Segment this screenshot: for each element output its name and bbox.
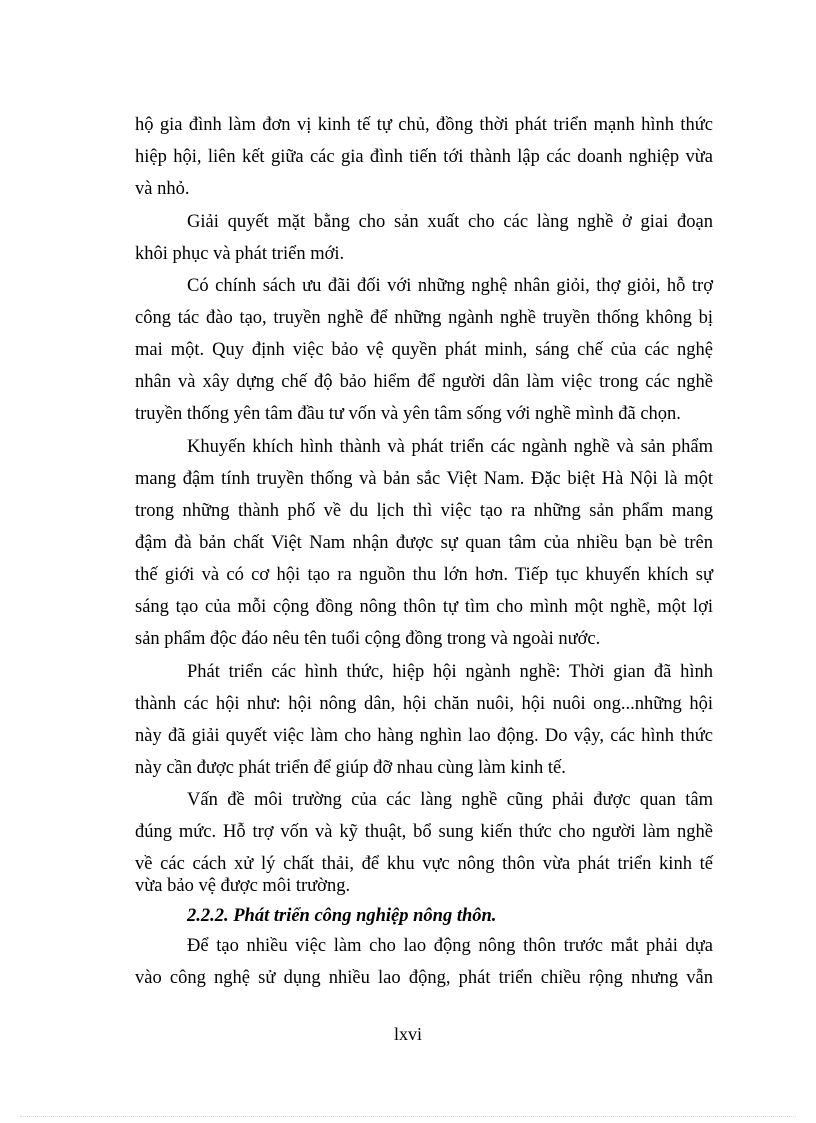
text-line: thế giới và có cơ hội tạo ra nguồn thu lớn hơn. Tiếp tục khuyến khích sự [135, 565, 713, 585]
text-line: mang đậm tính truyền thống và bản sắc Việt Nam. Đặc biệt Hà Nội là một [135, 469, 713, 489]
text-line: đúng mức. Hỗ trợ vốn và kỹ thuật, bổ sung kiến thức cho người làm nghề [135, 822, 713, 842]
text-line: Phát triển các hình thức, hiệp hội ngành nghề: Thời gian đã hình [187, 662, 713, 682]
text-line: Có chính sách ưu đãi đối với những nghệ nhân giỏi, thợ giỏi, hỗ trợ [187, 276, 713, 296]
text-line: trong những thành phố về du lịch thì việc tạo ra những sản phẩm mang [135, 501, 713, 521]
text-line: truyền thống yên tâm đầu tư vốn và yên tâm sống với nghề mình đã chọn. [135, 404, 681, 424]
text-line: này đã giải quyết việc làm cho hàng nghìn lao động. Do vậy, các hình thức [135, 726, 713, 746]
text-line: sản phẩm độc đáo nêu tên tuổi cộng đồng trong và ngoài nước. [135, 629, 601, 649]
text-line: thành các hội như: hội nông dân, hội chăn nuôi, hội nuôi ong...những hội [135, 694, 713, 714]
page-number: lxvi [393, 1024, 422, 1044]
text-line: đậm đà bản chất Việt Nam nhận được sự quan tâm của nhiều bạn bè trên [135, 533, 713, 553]
section-heading: 2.2.2. Phát triển công nghiệp nông thôn. [187, 906, 497, 926]
text-line: vừa bảo vệ được môi trường. [135, 876, 351, 896]
text-line: khôi phục và phát triển mới. [135, 244, 345, 264]
text-line: Vấn đề môi trường của các làng nghề cũng phải được quan tâm [187, 790, 713, 810]
text-line: hộ gia đình làm đơn vị kinh tế tự chủ, đồng thời phát triển mạnh hình thức [135, 115, 713, 135]
page-bottom-rule [20, 1116, 796, 1117]
text-line: Khuyến khích hình thành và phát triển các ngành nghề và sản phẩm [187, 437, 713, 457]
text-line: Giải quyết mặt bằng cho sản xuất cho các làng nghề ở giai đoạn [187, 212, 713, 232]
text-line: về các cách xử lý chất thải, để khu vực nông thôn vừa phát triển kinh tế [135, 854, 713, 874]
text-line: hiệp hội, liên kết giữa các gia đình tiến tới thành lập các doanh nghiệp vừa [135, 147, 713, 167]
text-line: vào công nghệ sử dụng nhiều lao động, phát triển chiều rộng nhưng vẫn [135, 968, 713, 988]
text-line: công tác đào tạo, truyền nghề để những ngành nghề truyền thống không bị [135, 308, 713, 328]
text-line: và nhỏ. [135, 179, 190, 199]
text-line: này cần được phát triển để giúp đỡ nhau cùng làm kinh tế. [135, 758, 566, 778]
text-line: nhân và xây dựng chế độ bảo hiểm để người dân làm việc trong các nghề [135, 372, 713, 392]
text-line: Để tạo nhiều việc làm cho lao động nông thôn trước mắt phải dựa [187, 936, 713, 956]
text-line: sáng tạo của mỗi cộng đồng nông thôn tự tìm cho mình một nghề, một lợi [135, 597, 713, 617]
text-line: mai một. Quy định việc bảo vệ quyền phát minh, sáng chế của các nghệ [135, 340, 713, 360]
